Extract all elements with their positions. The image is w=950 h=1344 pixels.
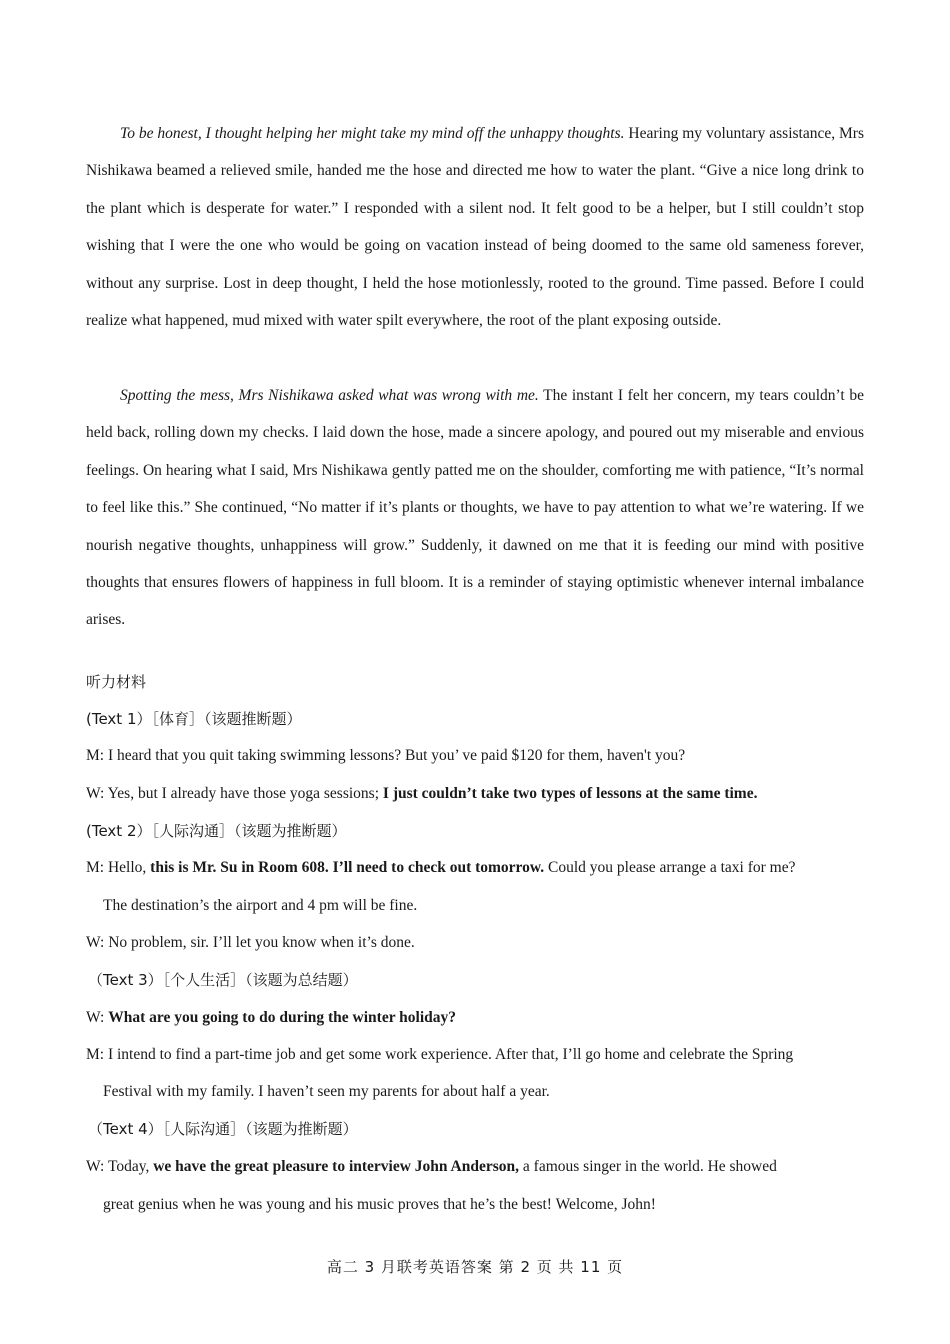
text3-man-line: M: I intend to find a part-time job and get some work experience. After that, I’ll go home and celebrate the Spring: [86, 1046, 794, 1063]
paragraph-1-lead: To be honest, I thought helping her might take my mind off the unhappy thoughts.: [120, 125, 625, 142]
paragraph-1-text: Hearing my voluntary assistance, Mrs Nishikawa beamed a relieved smile, handed me the hose and directed me how to water the plant. “Give a nice long drink to the plant which is desperate for water.” I responded with a silent nod. It felt good to be a helper, but I still couldn’t stop wishing that I were the one who would be going on vacation instead of being doomed to the same old sameness forever, without any surprise. Lost in deep thought, I held the hose motionlessly, rooted to the ground. Time passed. Before I could realize what happened, mud mixed with water spilt everywhere, the root of the plant exposing outside.: [86, 125, 864, 330]
text2-man-bold: this is Mr. Su in Room 608. I’ll need to check out tomorrow.: [150, 859, 545, 876]
listening-heading: 听力材料: [86, 673, 147, 691]
text4-label: （Text 4）［人际沟通］（该题为推断题）: [88, 1120, 358, 1138]
text1-woman-line: [86, 784, 876, 804]
text2-man-line: [86, 858, 876, 878]
text4-woman-bold: we have the great pleasure to interview John Anderson,: [153, 1158, 520, 1175]
story-paragraph-1: [86, 115, 864, 339]
text1-label: (Text 1）［体育］（该题推断题）: [86, 710, 302, 728]
text2-label: (Text 2）［人际沟通］（该题为推断题）: [86, 822, 347, 840]
text3-woman-line: [86, 1008, 876, 1028]
text1-woman-bold: I just couldn’t take two types of lessons at the same time.: [382, 785, 758, 802]
text2-woman-line: W: No problem, sir. I’ll let you know when it’s done.: [86, 934, 415, 951]
text2-man-continuation: The destination’s the airport and 4 pm will be fine.: [103, 897, 418, 914]
page-footer: 高二 3 月联考英语答案 第 2 页 共 11 页: [326, 1258, 624, 1276]
text3-label: （Text 3）［个人生活］（该题为总结题）: [88, 971, 358, 989]
story-paragraph-2: [86, 377, 864, 639]
text4-woman-post: a famous singer in the world. He showed: [519, 1158, 777, 1175]
text4-woman-line: [86, 1157, 876, 1177]
text3-woman-pre: W:: [86, 1009, 109, 1026]
text4-woman-pre: W: Today,: [86, 1158, 154, 1175]
text1-woman-plain: W: Yes, but I already have those yoga sessions;: [86, 785, 383, 802]
paragraph-2-lead: Spotting the mess, Mrs Nishikawa asked what was wrong with me.: [120, 387, 539, 404]
text3-woman-bold: What are you going to do during the winter holiday?: [108, 1009, 457, 1026]
text2-man-pre: M: Hello,: [86, 859, 151, 876]
text3-man-continuation: Festival with my family. I haven’t seen my parents for about half a year.: [103, 1083, 550, 1100]
text4-woman-continuation: great genius when he was young and his music proves that he’s the best! Welcome, John!: [103, 1196, 656, 1213]
text1-man-line: M: I heard that you quit taking swimming lessons? But you’ ve paid $120 for them, haven't you?: [86, 747, 686, 764]
text2-man-post: Could you please arrange a taxi for me?: [544, 859, 796, 876]
paragraph-2-text: The instant I felt her concern, my tears couldn’t be held back, rolling down my checks. I laid down the hose, made a sincere apology, and poured out my miserable and envious feelings. On hearing what I said, Mrs Nishikawa gently patted me on the shoulder, comforting me with patience, “It’s normal to feel like this.” She continued, “No matter if it’s plants or thoughts, we have to pay attention to what we’re watering. If we nourish negative thoughts, unhappiness will grow.” Suddenly, it dawned on me that it is feeding our mind with positive thoughts that ensures flowers of happiness in full bloom. It is a reminder of staying optimistic whenever internal imbalance arises.: [86, 387, 864, 629]
